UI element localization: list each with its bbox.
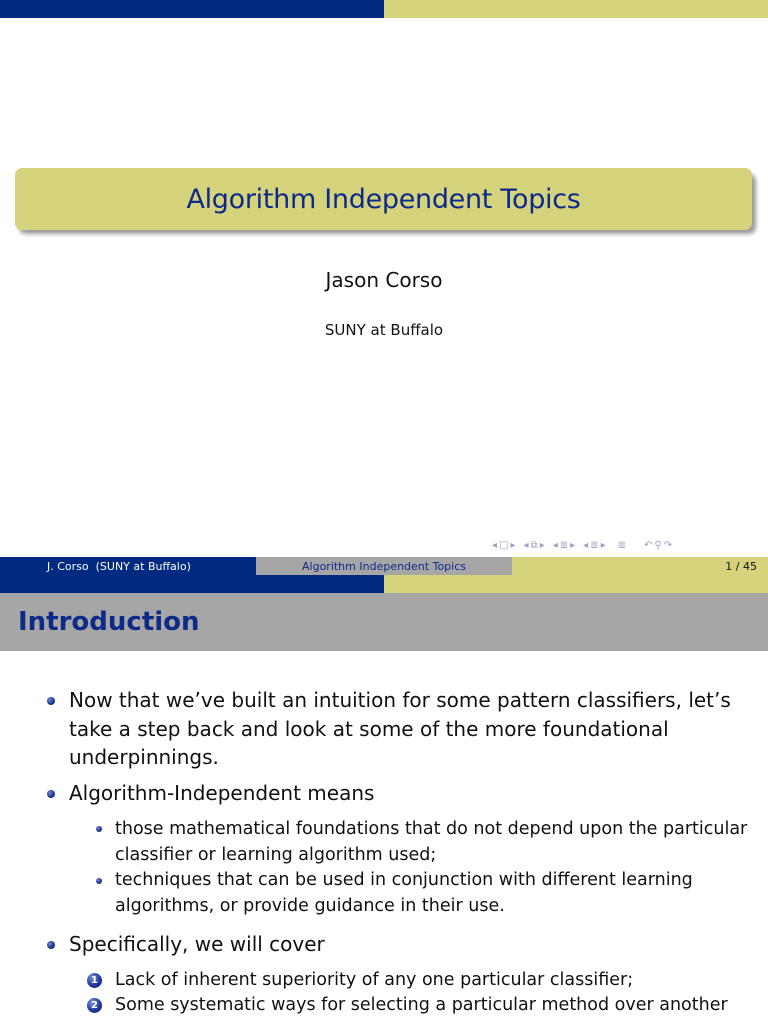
list-item: Algorithm-Independent means bbox=[69, 781, 375, 805]
nav-next-subsection-icon[interactable]: ▸ bbox=[570, 539, 576, 551]
nav-prev-section-icon[interactable]: ◂ bbox=[583, 539, 589, 551]
nav-frame-icon[interactable]: ⧉ bbox=[530, 539, 538, 551]
footer-title bbox=[256, 557, 512, 575]
page-number: 1 / 45 bbox=[725, 559, 757, 573]
sub-list-item: those mathematical foundations that do not depend upon the particular classifier or learning algorithm used; bbox=[115, 819, 748, 865]
nav-prev-frame-icon[interactable]: ◂ bbox=[523, 539, 529, 551]
frame-title: Introduction bbox=[18, 607, 200, 637]
nav-next-slide-icon[interactable]: ▸ bbox=[510, 539, 516, 551]
footer-author-text: J. Corso (SUNY at Buffalo) bbox=[47, 559, 191, 573]
slide2-header-bar-right bbox=[384, 575, 768, 593]
nav-subsection-icon[interactable]: ≣ bbox=[559, 539, 569, 551]
enum-item: Some systematic ways for selecting a particular method over another bbox=[115, 995, 728, 1015]
navigation-symbols bbox=[492, 537, 764, 553]
nav-back-icon[interactable]: ↶ bbox=[644, 539, 653, 551]
author-name: Jason Corso bbox=[325, 268, 443, 292]
presentation-title: Algorithm Independent Topics bbox=[186, 183, 581, 215]
footer-title-text: Algorithm Independent Topics bbox=[302, 559, 466, 573]
sub-bullet-icon bbox=[96, 826, 102, 832]
frame-title-bar bbox=[0, 593, 768, 651]
bullet-icon bbox=[47, 697, 55, 705]
slide2-header-bar-left bbox=[0, 575, 384, 593]
bullet-icon bbox=[47, 790, 55, 798]
nav-forward-icon[interactable]: ↷ bbox=[663, 539, 673, 551]
sub-bullet-icon bbox=[96, 878, 102, 884]
nav-document-icon[interactable]: ≣ bbox=[617, 539, 627, 551]
bullet-icon bbox=[47, 941, 55, 949]
header-bar-right bbox=[384, 0, 768, 18]
enum-item: Lack of inherent superiority of any one particular classifier; bbox=[115, 970, 634, 990]
nav-prev-slide-icon[interactable]: ◂ bbox=[492, 539, 498, 551]
nav-next-section-icon[interactable]: ▸ bbox=[600, 539, 606, 551]
enum-number-1: 1 bbox=[87, 973, 102, 988]
title-box bbox=[15, 168, 752, 230]
list-item: Now that we’ve built an intuition for some pattern classifiers, let’s take a step back and look at some of the more foundational underpinnings. bbox=[69, 688, 731, 769]
header-bar-left bbox=[0, 0, 384, 18]
sub-list-item: techniques that can be used in conjunction with different learning algorithms, or provide guidance in their use. bbox=[115, 870, 693, 916]
institute-name: SUNY at Buffalo bbox=[324, 321, 444, 339]
nav-next-frame-icon[interactable]: ▸ bbox=[539, 539, 545, 551]
enum-number-2: 2 bbox=[87, 998, 102, 1013]
nav-slide-icon[interactable]: □ bbox=[499, 539, 509, 551]
list-item: Specifically, we will cover bbox=[69, 932, 325, 956]
nav-prev-subsection-icon[interactable]: ◂ bbox=[552, 539, 558, 551]
nav-section-icon[interactable]: ≣ bbox=[590, 539, 599, 551]
nav-search-icon[interactable]: ⚲ bbox=[654, 539, 662, 551]
footer-author bbox=[0, 557, 256, 575]
footer-page bbox=[512, 557, 768, 575]
